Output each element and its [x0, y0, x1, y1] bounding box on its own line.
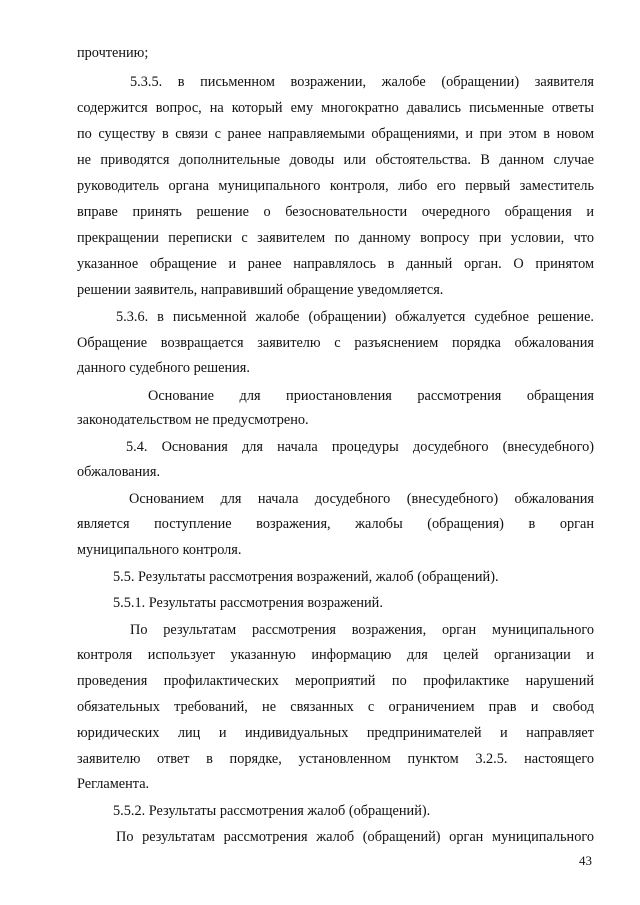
text-line: не приводятся дополнительные доводы или обстоятельства. В данном случае — [77, 152, 594, 168]
text-line: 5.3.6. в письменной жалобе (обращении) обжалуется судебное решение. — [116, 309, 594, 325]
text-line: По результатам рассмотрения жалоб (обращений) орган муниципального — [116, 829, 594, 845]
text-line: 5.4. Основания для начала процедуры досудебного (внесудебного) — [126, 439, 594, 455]
text-line: содержится вопрос, на который ему многократно давались письменные ответы — [77, 100, 594, 116]
text-line: прочтению; — [77, 45, 149, 61]
text-line: юридических лиц и индивидуальных предпринимателей и направляет — [77, 725, 594, 741]
text-line: обязательных требований, не связанных с ограничением прав и свобод — [77, 699, 594, 715]
text-line: решении заявитель, направивший обращение уведомляется. — [77, 282, 444, 298]
text-line: 5.5. Результаты рассмотрения возражений, жалоб (обращений). — [113, 569, 499, 585]
text-line: Основание для приостановления рассмотрения обращения — [148, 388, 594, 404]
text-line: по существу в связи с ранее направляемыми обращениями, и при этом в новом — [77, 126, 594, 142]
text-line: законодательством не предусмотрено. — [77, 412, 309, 428]
text-line: 5.5.1. Результаты рассмотрения возражений. — [113, 595, 383, 611]
text-line: заявителю ответ в порядке, установленном пунктом 3.2.5. настоящего — [77, 751, 594, 767]
text-line: Основанием для начала досудебного (внесудебного) обжалования — [129, 491, 594, 507]
text-line: указанное обращение и ранее направлялось в данный орган. О принятом — [77, 256, 594, 272]
text-line: обжалования. — [77, 464, 161, 480]
text-line: данного судебного решения. — [77, 360, 250, 376]
text-line: Регламента. — [77, 776, 150, 792]
text-line: руководитель органа муниципального контроля, либо его первый заместитель — [77, 178, 594, 194]
text-line: контроля использует указанную информацию для целей организации и — [77, 647, 594, 663]
text-line: 5.5.2. Результаты рассмотрения жалоб (обращений). — [113, 803, 431, 819]
text-line: проведения профилактических мероприятий по профилактике нарушений — [77, 673, 594, 689]
text-line: муниципального контроля. — [77, 542, 242, 558]
text-line: вправе принять решение о безосновательности очередного обращения и — [77, 204, 594, 220]
text-line: По результатам рассмотрения возражения, орган муниципального — [130, 622, 594, 638]
text-line: 5.3.5. в письменном возражении, жалобе (обращении) заявителя — [130, 74, 594, 90]
text-line: Обращение возвращается заявителю с разъяснением порядка обжалования — [77, 335, 594, 351]
text-line: прекращении переписки с заявителем по данному вопросу при условии, что — [77, 230, 594, 246]
page-number: 43 — [579, 853, 592, 868]
text-line: является поступление возражения, жалобы (обращения) в орган — [77, 516, 594, 532]
